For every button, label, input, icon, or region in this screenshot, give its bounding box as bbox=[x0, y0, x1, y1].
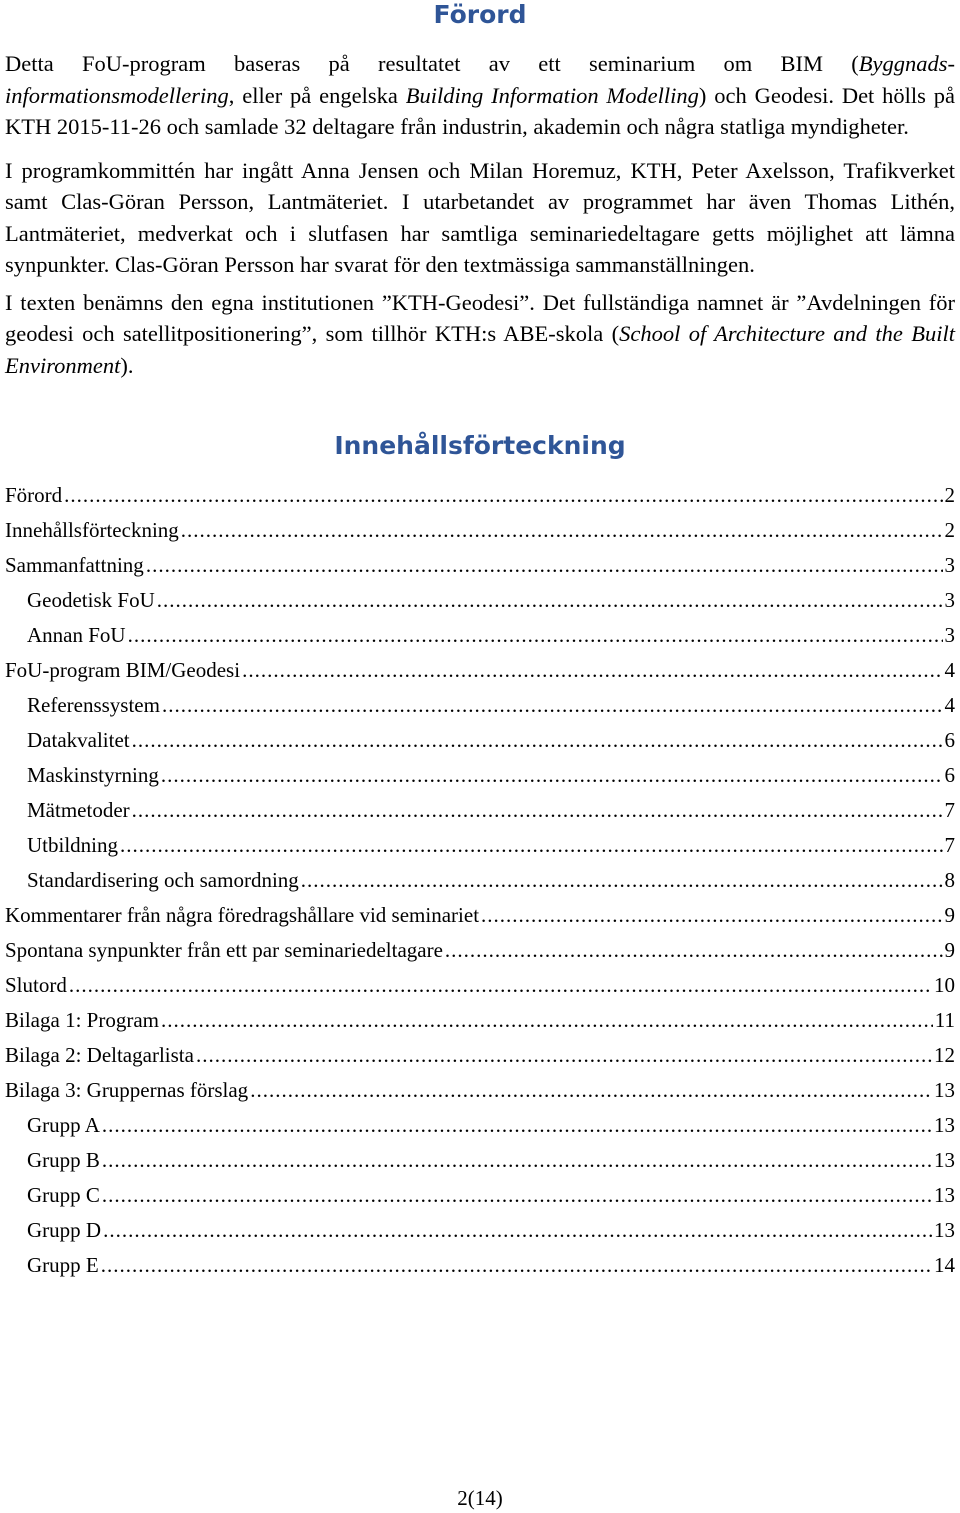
toc-entry-label: Referenssystem bbox=[27, 693, 160, 717]
toc-entry-page: 14 bbox=[934, 1253, 955, 1277]
toc-dot-leader bbox=[157, 583, 943, 618]
toc-entry-label: Annan FoU bbox=[27, 623, 126, 647]
toc-entry-page: 10 bbox=[934, 973, 955, 997]
toc-entry-label: Slutord bbox=[5, 973, 67, 997]
toc-entry-label: Grupp E bbox=[27, 1253, 99, 1277]
toc-entry-label: Mätmetoder bbox=[27, 798, 130, 822]
toc-entry-label: Grupp C bbox=[27, 1183, 100, 1207]
toc-entry-page: 11 bbox=[934, 1008, 955, 1032]
toc-entry[interactable] bbox=[5, 1248, 955, 1283]
toc-entry-page: 13 bbox=[934, 1183, 955, 1207]
toc-entry[interactable] bbox=[5, 793, 955, 828]
toc-entry-page: 13 bbox=[934, 1218, 955, 1242]
toc-entry[interactable] bbox=[5, 828, 955, 863]
toc-entry[interactable] bbox=[5, 933, 955, 968]
toc-dot-leader bbox=[146, 548, 943, 583]
toc-dot-leader bbox=[120, 828, 942, 863]
toc-entry[interactable] bbox=[5, 1073, 955, 1108]
toc-entry-page: 13 bbox=[934, 1113, 955, 1137]
forord-paragraph-2 bbox=[5, 155, 955, 281]
toc-dot-leader bbox=[132, 793, 943, 828]
text-run: I programkommittén har ingått Anna Jensen och Milan Horemuz, KTH, Peter Axelsson, Trafikverket samt Clas-Göran Persson, Lantmäteriet. I utarbetandet av programmet har även Thomas Lithén, Lantmäteriet, medverkat och i slutfasen har samtliga seminariedeltagare getts möjlighet att lämna synpunkter. Clas-Göran Persson har svarat för den textmässiga sammanställningen. bbox=[5, 157, 955, 277]
toc-entry-page: 3 bbox=[944, 623, 955, 647]
toc-entry-label: Sammanfattning bbox=[5, 553, 144, 577]
toc-entry[interactable] bbox=[5, 478, 955, 513]
text-run: Building Information Modelling bbox=[405, 82, 699, 108]
toc-heading: Innehållsförteckning bbox=[334, 431, 626, 460]
toc-entry-label: Utbildning bbox=[27, 833, 119, 857]
toc-entry-label: Maskinstyrning bbox=[27, 763, 159, 787]
toc-entry-page: 2 bbox=[944, 483, 955, 507]
toc-entry-label: Grupp B bbox=[27, 1148, 100, 1172]
toc-entry[interactable] bbox=[5, 1143, 955, 1178]
toc-dot-leader bbox=[161, 758, 943, 793]
toc-entry-label: FoU-program BIM/Geodesi bbox=[5, 658, 241, 682]
toc-entry[interactable] bbox=[5, 1003, 955, 1038]
toc-dot-leader bbox=[64, 478, 942, 513]
toc-entry-page: 6 bbox=[944, 763, 955, 787]
toc-dot-leader bbox=[196, 1038, 932, 1073]
toc-entry[interactable] bbox=[5, 653, 955, 688]
toc-entry[interactable] bbox=[5, 1213, 955, 1248]
toc-entry-page: 7 bbox=[944, 833, 955, 857]
toc-entry-label: Standardisering och samordning bbox=[27, 868, 299, 892]
toc-entry-label: Kommentarer från några föredragshållare vid seminariet bbox=[5, 903, 480, 927]
text-run: Detta FoU-program baseras på resultatet av ett seminarium om BIM ( bbox=[5, 51, 859, 76]
toc-dot-leader bbox=[162, 688, 943, 723]
toc-entry-label: Grupp A bbox=[27, 1113, 100, 1137]
toc-entry[interactable] bbox=[5, 1038, 955, 1073]
toc-entry[interactable] bbox=[5, 898, 955, 933]
toc-dot-leader bbox=[128, 618, 943, 653]
toc-entry-label: Datakvalitet bbox=[27, 728, 130, 752]
toc-dot-leader bbox=[102, 1108, 932, 1143]
toc-entry-page: 7 bbox=[944, 798, 955, 822]
toc-entry[interactable] bbox=[5, 548, 955, 583]
forord-paragraph-1 bbox=[5, 48, 955, 143]
toc-dot-leader bbox=[103, 1213, 932, 1248]
forord-paragraph-3 bbox=[5, 287, 955, 382]
forord-heading: Förord bbox=[433, 0, 527, 29]
document-page bbox=[5, 0, 955, 1283]
toc-entry[interactable] bbox=[5, 758, 955, 793]
toc-entry-page: 6 bbox=[944, 728, 955, 752]
toc-entry-page: 3 bbox=[944, 588, 955, 612]
toc-entry-page: 4 bbox=[944, 693, 955, 717]
toc-dot-leader bbox=[102, 1143, 932, 1178]
text-run: Byggnads-informationsmodellering bbox=[5, 51, 955, 108]
text-run: , eller på engelska bbox=[228, 82, 406, 108]
text-run: ). bbox=[120, 352, 134, 378]
toc-entry-label: Bilaga 3: Gruppernas förslag bbox=[5, 1078, 249, 1102]
toc-entry-label: Innehållsförteckning bbox=[5, 518, 179, 542]
toc-entry-page: 2 bbox=[944, 518, 955, 542]
table-of-contents bbox=[5, 478, 955, 1283]
toc-dot-leader bbox=[301, 863, 943, 898]
toc-entry-page: 13 bbox=[934, 1148, 955, 1172]
toc-dot-leader bbox=[181, 513, 943, 548]
toc-entry[interactable] bbox=[5, 968, 955, 1003]
toc-dot-leader bbox=[481, 898, 942, 933]
text-run: School of Architecture and the Built Environment bbox=[5, 321, 956, 378]
page-number: 2(14) bbox=[457, 1486, 503, 1510]
toc-entry-label: Bilaga 2: Deltagarlista bbox=[5, 1043, 194, 1067]
toc-dot-leader bbox=[132, 723, 943, 758]
toc-entry[interactable] bbox=[5, 1108, 955, 1143]
toc-entry-label: Bilaga 1: Program bbox=[5, 1008, 159, 1032]
toc-dot-leader bbox=[445, 933, 943, 968]
toc-entry-label: Geodetisk FoU bbox=[27, 588, 155, 612]
toc-entry-label: Grupp D bbox=[27, 1218, 102, 1242]
toc-entry[interactable] bbox=[5, 1178, 955, 1213]
toc-entry[interactable] bbox=[5, 513, 955, 548]
toc-entry[interactable] bbox=[5, 688, 955, 723]
toc-dot-leader bbox=[250, 1073, 932, 1108]
toc-dot-leader bbox=[69, 968, 932, 1003]
toc-entry-page: 12 bbox=[934, 1043, 955, 1067]
toc-entry[interactable] bbox=[5, 863, 955, 898]
toc-entry-page: 4 bbox=[944, 658, 955, 682]
toc-entry-page: 9 bbox=[944, 938, 955, 962]
text-run: I texten benämns den egna institutionen ”KTH-Geodesi”. Det fullständiga namnet är ”Avdelningen för geodesi och satellitpositionering”, som tillhör KTH:s ABE-skola ( bbox=[5, 289, 955, 346]
toc-entry-page: 8 bbox=[944, 868, 955, 892]
toc-entry[interactable] bbox=[5, 618, 955, 653]
toc-entry-page: 13 bbox=[934, 1078, 955, 1102]
toc-dot-leader bbox=[161, 1003, 933, 1038]
toc-entry-label: Spontana synpunkter från ett par seminariedeltagare bbox=[5, 938, 443, 962]
text-run: ) och Geodesi. Det hölls på KTH 2015-11-26 och samlade 32 deltagare från industrin, akademin och några statliga myndigheter. bbox=[5, 82, 956, 139]
toc-dot-leader bbox=[102, 1178, 932, 1213]
toc-dot-leader bbox=[242, 653, 942, 688]
toc-dot-leader bbox=[101, 1248, 932, 1283]
toc-entry[interactable] bbox=[5, 583, 955, 618]
toc-entry[interactable] bbox=[5, 723, 955, 758]
toc-entry-page: 3 bbox=[944, 553, 955, 577]
toc-entry-label: Förord bbox=[5, 483, 63, 507]
toc-entry-page: 9 bbox=[944, 903, 955, 927]
